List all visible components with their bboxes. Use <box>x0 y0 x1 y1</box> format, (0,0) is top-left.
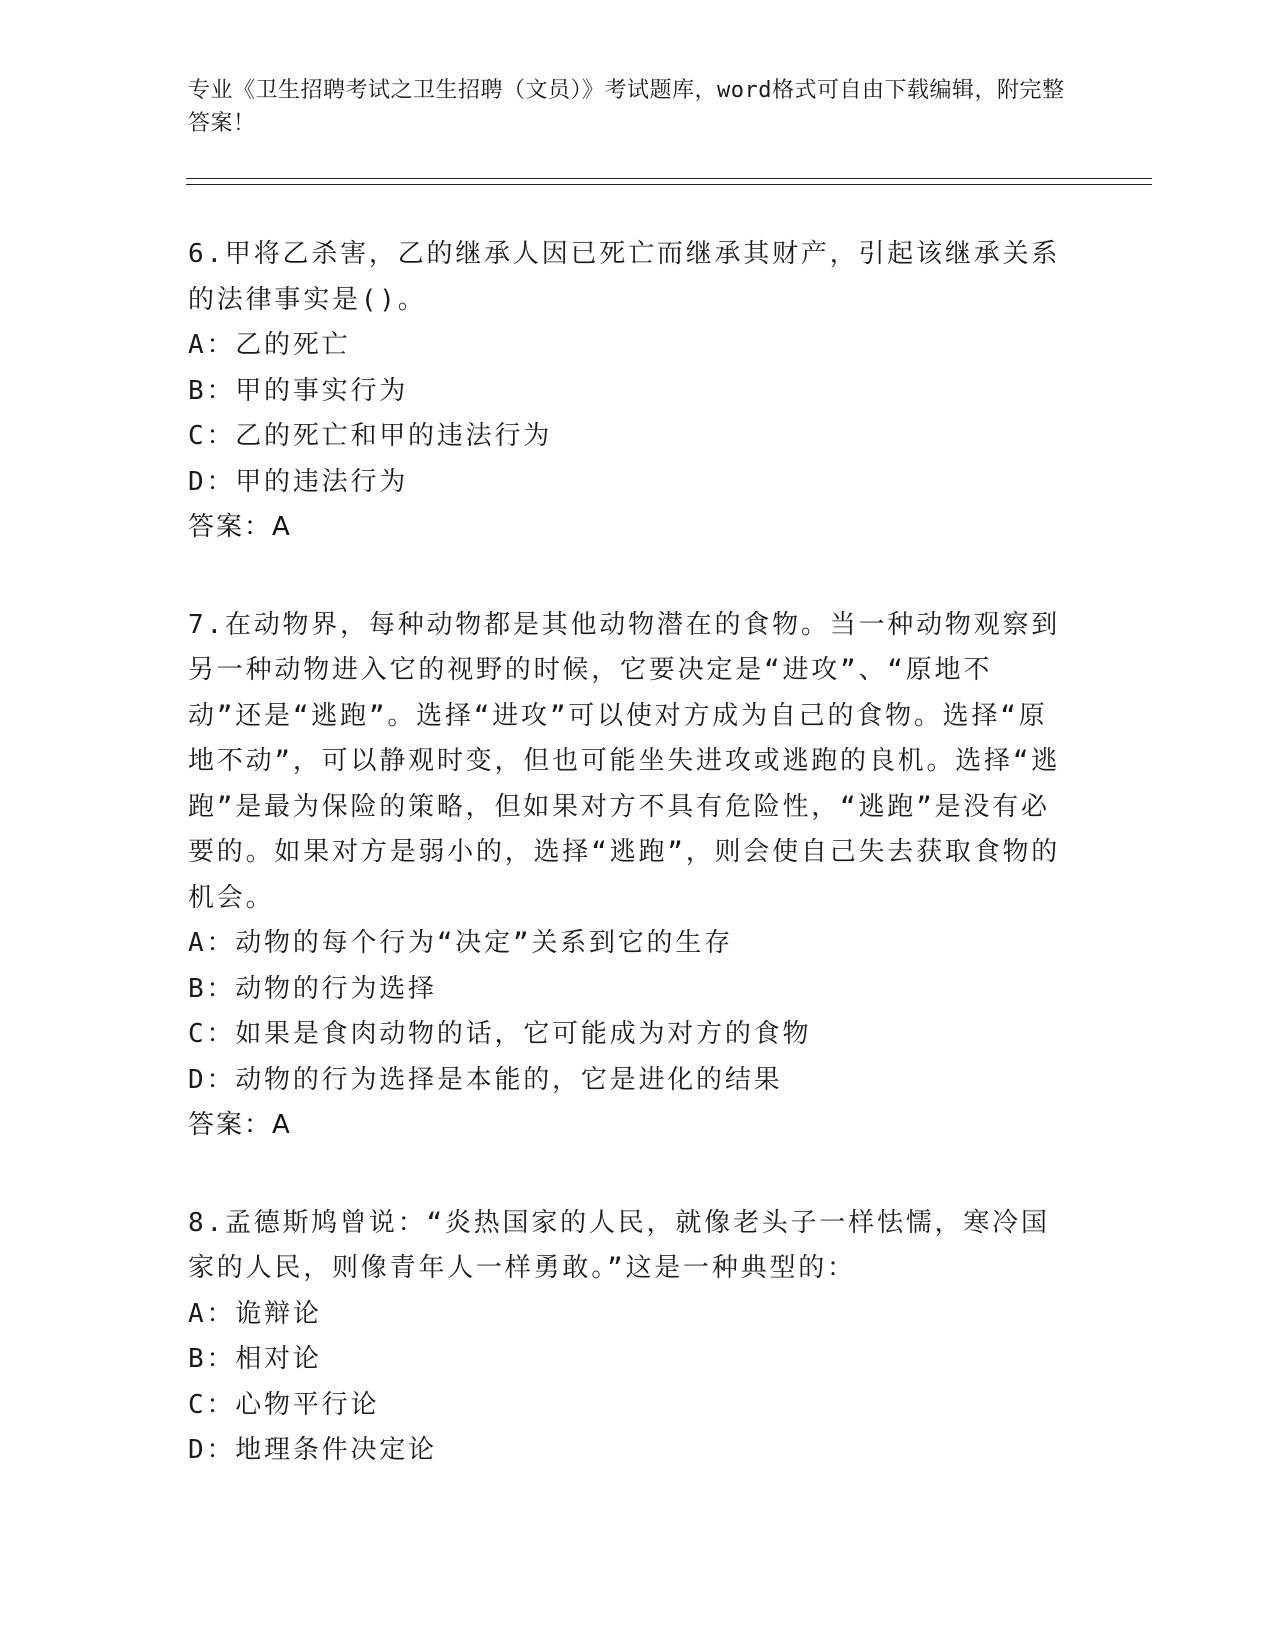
option-b: B：动物的行为选择 <box>188 973 437 1004</box>
option-b: B：甲的事实行为 <box>188 375 409 406</box>
question-text: 7.在动物界，每种动物都是其他动物潜在的食物。当一种动物观察到另一种动物进入它的视野的时候，它要决定是“进攻”、“原地不动”还是“逃跑”。选择“进攻”可以使对方成为自己的食物。选择“原地不动”，可以静观时变，但也可能坐失进攻或逃跑的良机。选择“逃跑”是最为保险的策略，但如果对方不具有危险性，“逃跑”是没有必要的。如果对方是弱小的，选择“逃跑”，则会使自己失去获取食物的机会。 <box>188 609 1061 913</box>
question-6 <box>188 232 1068 551</box>
question-text: 6.甲将乙杀害，乙的继承人因已死亡而继承其财产，引起该继承关系的法律事实是()。 <box>188 239 1061 315</box>
header-rule-bottom <box>186 184 1152 185</box>
question-text: 8.孟德斯鸠曾说：“炎热国家的人民，就像老头子一样怯懦，寒冷国家的人民，则像青年人一样勇敢。”这是一种典型的： <box>188 1207 1050 1283</box>
option-d: D：甲的违法行为 <box>188 466 409 497</box>
option-a: A：诡辩论 <box>188 1298 322 1329</box>
answer-label: 答案：A <box>188 1110 292 1140</box>
document-header: 专业《卫生招聘考试之卫生招聘（文员）》考试题库，word格式可自由下载编辑，附完整答案！ <box>188 78 1065 136</box>
answer-label: 答案：A <box>188 512 292 542</box>
option-a: A：乙的死亡 <box>188 330 351 360</box>
option-b: B：相对论 <box>188 1344 322 1374</box>
option-c: C：如果是食肉动物的话，它可能成为对方的食物 <box>188 1019 812 1049</box>
option-a: A：动物的每个行为“决定”关系到它的生存 <box>188 928 733 958</box>
option-c: C：乙的死亡和甲的违法行为 <box>188 421 553 451</box>
option-d: D：动物的行为选择是本能的，它是进化的结果 <box>188 1064 783 1095</box>
question-8 <box>188 1201 1068 1474</box>
option-c: C：心物平行论 <box>188 1389 380 1420</box>
option-d: D：地理条件决定论 <box>188 1435 437 1465</box>
header-rule-top <box>186 178 1152 179</box>
question-7 <box>188 603 1068 1149</box>
question-list <box>188 232 1068 1526</box>
